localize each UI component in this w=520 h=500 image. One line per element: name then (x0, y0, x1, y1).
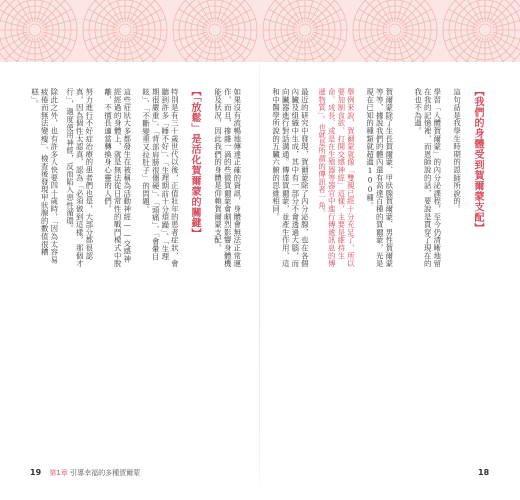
right-highlight-paragraph: 舉例來說，賀爾蒙就像「雙親已經十分充足了，所以要加制食欲、打開交感神經」這樣，主要是維持生命、成長、或是在生殖器等器官中進行傳遞訊息的傳遞物質」。也就是所謂的傳訊者一角。 (317, 88, 356, 268)
right-page-heading: 【我們的身體受到賀爾蒙支配】 (472, 86, 483, 233)
left-paragraph-1: 如果沒有流暢地傳達正確的資訊，身體會無法正常運作，而且，摻雜一滴的些微賀爾蒙會劇烈影響身體機能及狀況，因此我們的身體是仰賴賀爾蒙支配。 (213, 88, 242, 268)
right-page-number: 18 (478, 468, 490, 477)
left-page-heading: 【「放鬆」是活化賀爾蒙的關鍵】 (189, 86, 200, 239)
mandala-pattern (0, 0, 520, 62)
right-footer (478, 468, 489, 477)
right-paragraph-5: 最近的研究中發現，賀爾蒙除了內分泌腺，也在各個內臟及組織中生成，其中有一部分不會透過大腦，而向臟器進行對話溝通。傳達賀爾蒙，並產生作用，這和中醫學所說的五臟六腑的思維相同。 (271, 88, 310, 268)
left-paragraph-4: 努力進行不好症治療的患者們也是，大部分都很認真，因為個性太認真，認為「必須做到這樣，那個才行」，過度使用神經，反而陷入惡性循環。 (65, 88, 94, 268)
right-paragraph-2: 學習「人體賀爾蒙」的內分泌課程，至今仍清晰地留在我的記憶裡，而恩師說的話，要說是貫穿了現在的我也不為過。 (413, 88, 442, 268)
decorative-pattern-band (0, 0, 520, 62)
left-paragraph-2: 特別是有三十歲世代以後，正值壯年的患者症狀，會聽到許多「睡不好」、「生理期前十分煩躁」、「生理期很嚴重」、「背部肩膀很僵硬」、「頭痛」、「會暈目眩」、「不斷變重又拉肚子」的問題。 (141, 88, 180, 268)
right-paragraph-3: 賀爾蒙除了生長賀爾蒙、甲狀腺賀爾蒙、男性賀爾蒙等等，據說我們的體內還有高達百種的賀爾蒙，光是現在已知的種類就超過100種。 (365, 88, 394, 268)
left-paragraph-3: 這些症狀大多都發生在被稱為活動神經——交感神經經過的身體上，就是無法從日常性的戰鬥模式中脫離，不擅長適當轉換身心靈的人們。 (103, 88, 132, 268)
chapter-label: 第1章 (49, 469, 68, 477)
left-footer (30, 468, 140, 478)
left-page-number: 19 (30, 468, 42, 477)
book-spine (259, 62, 260, 482)
right-paragraph-1: 這句話是我學生時期的恩師所說的。 (452, 88, 462, 213)
chapter-title: 引導幸福的多種賀爾蒙 (70, 469, 141, 477)
left-paragraph-5: 除此之外，也有許多人快要四十歲時，「因為太容易疲倦而無法變瘦」、檢查後發現甲狀腺的數值很糟糕」。 (30, 88, 59, 264)
